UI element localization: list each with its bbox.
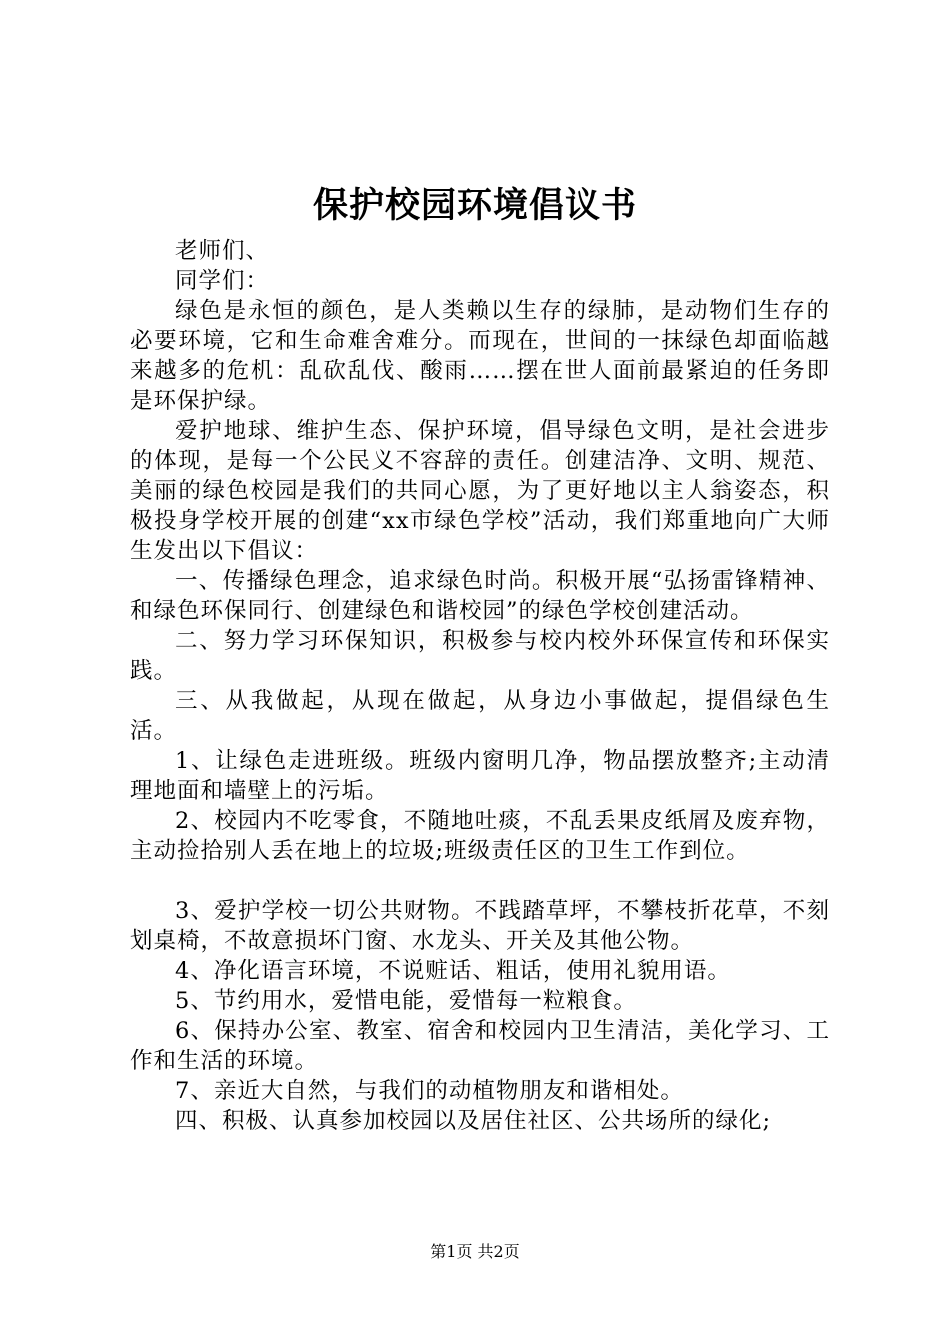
sub-item-5: 5、节约用水，爱惜电能，爱惜每一粒粮食。 (175, 988, 637, 1014)
proposal-item-2: 二、努力学习环保知识，积极参与校内校外环保宣传和环保实践。 (130, 628, 830, 684)
sub-item-2: 2、校园内不吃零食，不随地吐痰，不乱丢果皮纸屑及废弃物，主动捡拾别人丢在地上的垃圾;班级责任区的卫生工作到位。 (130, 808, 830, 864)
page-number: 第1页 共2页 (430, 1242, 520, 1261)
paragraph-intro: 绿色是永恒的颜色，是人类赖以生存的绿肺，是动物们生存的必要环境，它和生命难舍难分。而现在，世间的一抹绿色却面临越来越多的危机：乱砍乱伐、酸雨……摆在世人面前最紧迫的任务即是环保护绿。 (130, 298, 830, 414)
proposal-item-3: 三、从我做起，从现在做起，从身边小事做起，提倡绿色生活。 (130, 688, 830, 744)
document-body (130, 236, 830, 1136)
sub-item-1: 1、让绿色走进班级。班级内窗明几净，物品摆放整齐;主动清理地面和墙壁上的污垢。 (130, 748, 830, 804)
proposal-item-1: 一、传播绿色理念，追求绿色时尚。积极开展“弘扬雷锋精神、和绿色环保同行、创建绿色和谐校园”的绿色学校创建活动。 (130, 568, 830, 624)
document-title: 保护校园环境倡议书 (312, 185, 637, 226)
sub-item-3: 3、爱护学校一切公共财物。不践踏草坪，不攀枝折花草，不刻划桌椅，不故意损坏门窗、水龙头、开关及其他公物。 (130, 898, 830, 954)
sub-item-7: 7、亲近大自然，与我们的动植物朋友和谐相处。 (175, 1078, 684, 1104)
sub-item-4: 4、净化语言环境，不说赃话、粗话，使用礼貌用语。 (175, 958, 731, 984)
salutation-students: 同学们： (175, 268, 270, 294)
salutation-teachers: 老师们、 (175, 238, 270, 264)
paragraph-purpose: 爱护地球、维护生态、保护环境，倡导绿色文明，是社会进步的体现，是每一个公民义不容辞的责任。创建洁净、文明、规范、美丽的绿色校园是我们的共同心愿，为了更好地以主人翁姿态，积极投身学校开展的创建“xx市绿色学校”活动，我们郑重地向广大师生发出以下倡议： (130, 418, 830, 564)
proposal-item-4: 四、积极、认真参加校园以及居住社区、公共场所的绿化; (175, 1108, 772, 1134)
sub-item-6: 6、保持办公室、教室、宿舍和校园内卫生清洁，美化学习、工作和生活的环境。 (130, 1018, 830, 1074)
